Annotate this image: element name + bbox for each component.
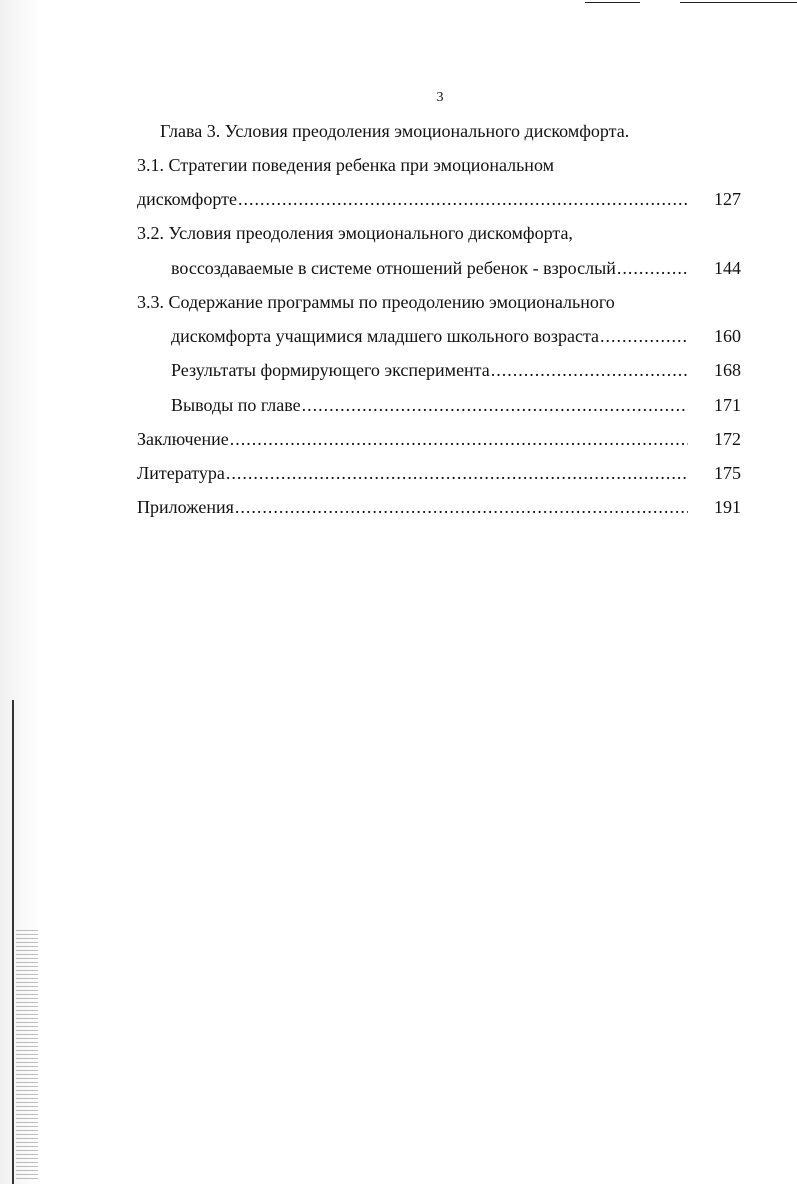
toc-entry-conclusions	[171, 394, 741, 416]
leader-dots	[302, 394, 688, 416]
leader-dots	[226, 462, 688, 484]
results-title: Результаты формирующего эксперимента	[171, 360, 490, 380]
leader-dots	[617, 257, 688, 279]
appendix-title: Приложения	[137, 497, 234, 517]
toc-entry-literature	[137, 462, 741, 484]
leader-dots	[230, 428, 688, 450]
toc-entry-3-1	[137, 188, 741, 210]
section-3-2-title: 3.2. Условия преодоления эмоционального дискомфорта,	[137, 223, 573, 243]
page-ref: 127	[714, 189, 741, 209]
page-number: 3	[436, 90, 444, 105]
conclusions-title: Выводы по главе	[171, 395, 301, 415]
page-ref: 171	[714, 395, 741, 415]
toc-entry-appendix	[137, 496, 741, 518]
page-ref: 172	[714, 429, 741, 449]
leader-dots	[235, 496, 688, 518]
page-ref: 168	[714, 360, 741, 380]
toc-entry-conclusion	[137, 428, 741, 450]
page-ref: 175	[714, 463, 741, 483]
page-ref: 144	[714, 258, 741, 278]
toc-entry-3-3	[171, 325, 741, 347]
section-3-1-title: 3.1. Стратегии поведения ребенка при эмоциональном	[137, 155, 554, 175]
section-3-1-title-cont: дискомфорте	[137, 189, 237, 209]
section-3-2-title-cont: воссоздаваемые в системе отношений ребенок - взрослый	[171, 258, 616, 278]
section-3-3-title: 3.3. Содержание программы по преодолению эмоционального	[137, 292, 615, 312]
scan-noise	[16, 930, 38, 1180]
page-ref: 191	[714, 497, 741, 517]
conclusion-title: Заключение	[137, 429, 229, 449]
leader-dots	[238, 188, 688, 210]
section-3-3-title-cont: дискомфорта учащимися младшего школьного возраста	[171, 326, 600, 346]
chapter-heading: Глава 3. Условия преодоления эмоционального дискомфорта.	[160, 121, 630, 141]
toc-entry-results	[171, 359, 741, 381]
scan-line	[585, 2, 640, 3]
literature-title: Литература	[137, 463, 225, 483]
leader-dots	[491, 359, 688, 381]
scan-line	[680, 2, 797, 3]
toc-entry-3-2	[171, 257, 741, 279]
page-ref: 160	[714, 326, 741, 346]
leader-dots	[600, 325, 688, 347]
